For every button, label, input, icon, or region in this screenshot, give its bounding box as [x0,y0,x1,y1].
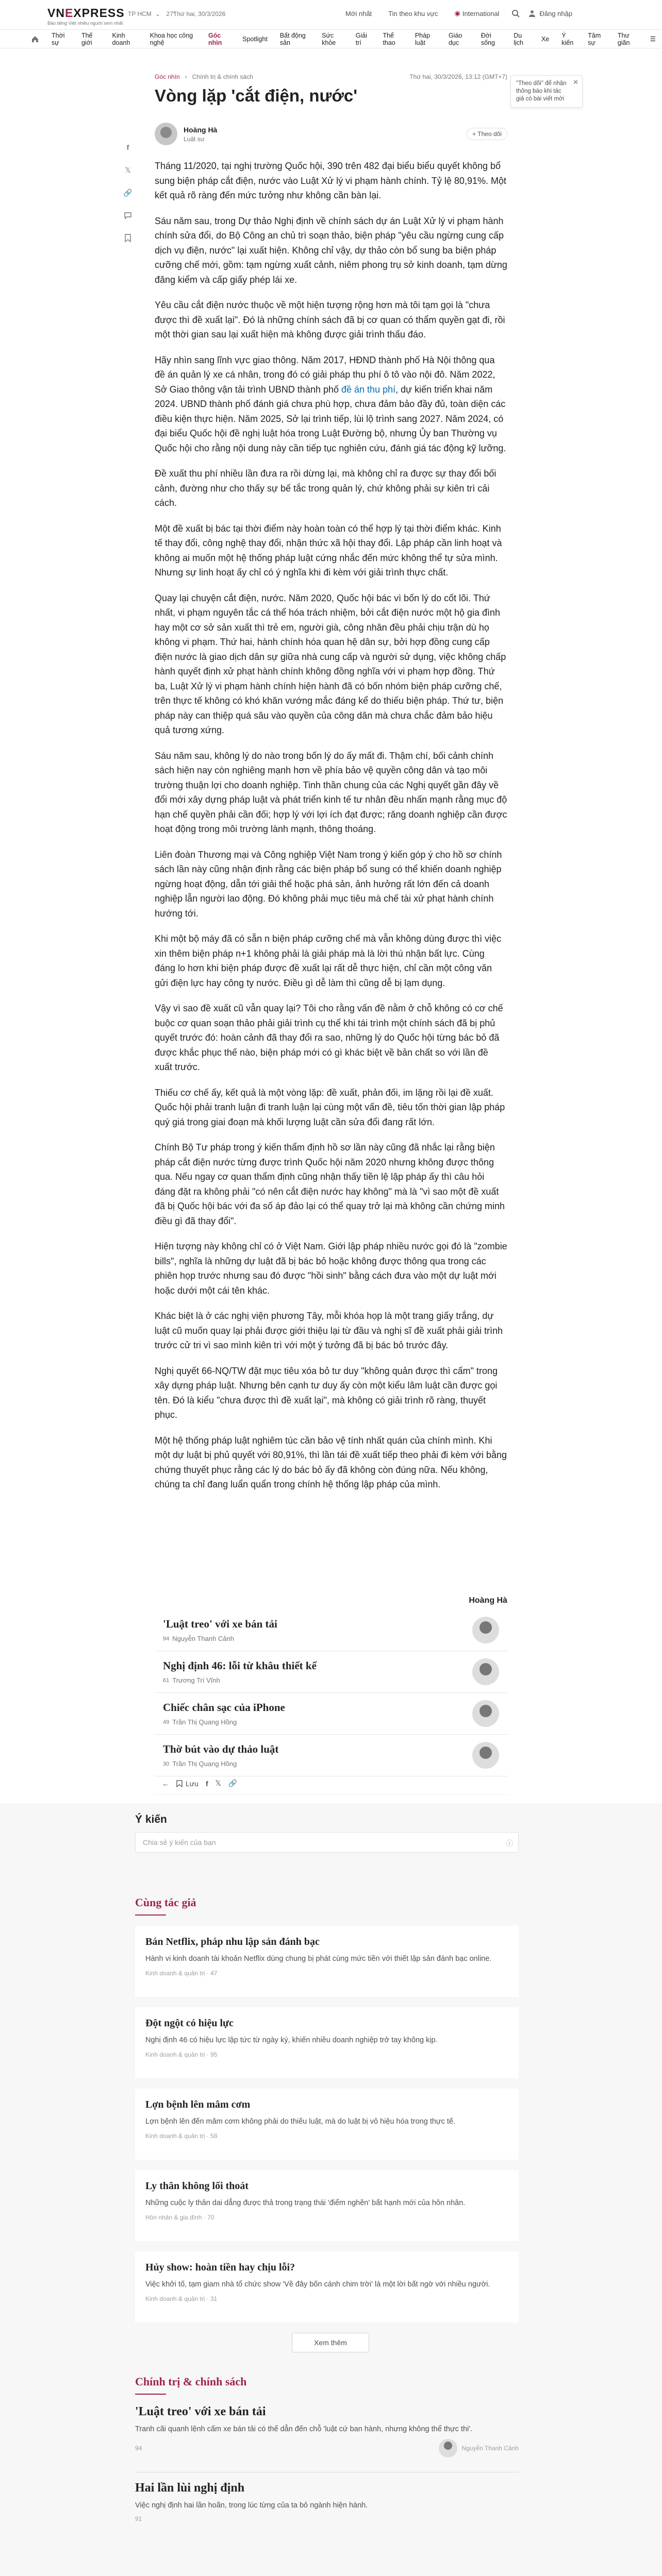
card-title[interactable]: Đột ngột có hiệu lực [145,2018,234,2029]
article-title: Vòng lặp 'cắt điện, nước' [155,86,358,105]
nav-item-12[interactable]: Đời sống [481,31,495,46]
menu-icon[interactable]: ☰ [650,36,656,43]
latest-link[interactable]: Mới nhất [345,9,372,18]
paragraph: Hãy nhìn sang lĩnh vực giao thông. Năm 2017, HĐND thành phố Hà Nội thông qua đề án quản lý xe cá nhân, trong đó có giải pháp thu phí ô tô vào nội đô. Năm 2022, Sở Giao thông vận tải trình UBND thành phố đề án thu phí, dự kiến triển khai năm 2024. UBND thành phố đánh giá chưa phù hợp, chưa đảm bảo đầy đủ, toàn diện các điều kiện thực hiện. Năm 2025, Sở lại trình tiếp, lùi lộ trình sang 2027. Năm 2024, có đại biểu Quốc hội đề nghị luật hóa trong Luật Đường bộ, nhưng Ủy ban Thường vụ Quốc hội cho rằng nội dung này cần tiếp tục nghiên cứu, đánh giá tác động kỹ lưỡng. [155,354,506,453]
card-desc: Lợn bệnh lên đến mâm cơm không phải do thiếu luật, mà do luật bị vô hiệu hóa trong thực tế. [145,2117,456,2126]
card-meta: Kinh doanh & quản trị · 58 [145,2132,218,2140]
breadcrumb [155,73,507,80]
user-icon [528,9,536,18]
related-title[interactable]: Nghị định 46: lỗi từ khâu thiết kế [163,1659,317,1672]
card-desc: Nghị định 46 có hiệu lực lập tức từ ngày ký, khiến nhiều doanh nghiệp trở tay không kịp. [145,2036,438,2044]
related-articles [155,1609,507,1776]
search-icon[interactable] [511,9,520,18]
section-underline [135,1914,166,1916]
card-title[interactable]: Bán Netflix, pháp nhu lập sản đánh bạc [145,1936,320,1947]
comment-icon[interactable] [120,207,136,224]
card-desc: Việc khởi tố, tạm giam nhà tổ chức show 'Về đây bốn cánh chim trời' là một lời bất ngờ với nhiều người. [145,2280,490,2289]
see-more-button[interactable]: Xem thêm [292,2333,369,2352]
weather-widget[interactable]: TP HCM ⌄ 27° [128,10,176,18]
author-name[interactable]: Hoàng Hà [184,125,218,134]
list-item[interactable] [155,1651,507,1693]
list-item[interactable] [135,2170,519,2241]
list-item[interactable] [155,1609,507,1651]
region-link[interactable]: Tin theo khu vực [388,9,438,18]
globe-icon: ◉ [454,9,460,17]
home-icon[interactable] [25,30,45,48]
paragraph: Tháng 11/2020, tại nghị trường Quốc hội, 390 trên 482 đại biểu biểu quyết không bổ sung biện pháp cắt điện, nước vào Luật Xử lý vi phạm hành chính. Tỷ lệ 80,91%. Một kết quả rõ ràng đến mức tưởng như không cần bàn lại. [155,161,506,200]
paragraph: Quay lại chuyện cắt điện, nước. Năm 2020, Quốc hội bác vì bốn lý do cốt lõi. Thứ nhất, vi phạm nguyên tắc cá thể hóa trách nhiệm, bởi cắt điện nước một hộ gia đình hay một cơ sở sản xuất thì trẻ em, người già, công nhân đều phải chịu trận dù họ không vi phạm. Thứ hai, hành chính hóa quan hệ dân sự, bởi hợp đồng cung cấp điện nước là giao dịch dân sự giữa nhà cung cấp và người sử dụng, việc không chấp hành quyết định xử phạt hành chính không đồng nghĩa với vi phạm hợp đồng. Thứ ba, Luật Xử lý vi phạm hành chính hiện hành đã có bốn nhóm biện pháp cưỡng chế, trên thực tế không có khó khăn vướng mắc đáng kể do thiếu biện pháp. Thứ tư, biện pháp này can thiệp quá sâu vào quyền của công dân mà chưa chắc đảm bảo hiệu quả tương xứng. [155,592,506,735]
nav-item-5[interactable]: Spotlight [242,35,268,43]
nav-item-4[interactable]: Góc nhìn [208,31,222,46]
card-title[interactable]: 'Luật treo' với xe bán tải [135,2405,266,2418]
paragraph: Khi một bộ máy đã có sẵn n biện pháp cưỡng chế mà vẫn không dùng được thì việc xin thêm biện pháp n+1 không phải là giải pháp mà là lời thú nhận bất lực. Cùng đáng lo hơn khi biện pháp được đề xuất lại rất dễ thực hiện, chỉ cần một công văn gửi điện lực hay công ty nước. Điều gì dễ làm thì cũng dễ bị lạm dụng. [155,934,502,988]
twitter-icon[interactable]: 𝕏 [215,1779,221,1787]
paragraph: Khác biệt là ở các nghị viện phương Tây, mỗi khóa họp là một trang giấy trắng, dự luật cũ muốn quay lại phải được giới thiệu lại từ đầu và nghị sĩ đề xuất phải giải trình trước cử tri vì sao mình kiên trì với một ý tưởng đã bị bác bỏ trước đây. [155,1311,503,1350]
list-item[interactable] [155,1693,507,1735]
same-author-title[interactable]: Cùng tác giả [135,1896,196,1909]
author-photo [472,1658,499,1685]
paragraph: Sáu năm sau, không lý do nào trong bốn lý do ấy mất đi. Thậm chí, bối cảnh chính sách hiện nay còn nghiêng mạnh hơn về phía bảo vệ quyền công dân và tạo môi trường thuận lợi cho doanh nghiệp. Tinh thần chung của các Nghị quyết gần đây về đổi mới xây dựng pháp luật và phát triển kinh tế tư nhân đều nhấn mạnh rằng mục độ hạn chế quyền phải cần đối; hợp lý với lợi ích đạt được; răng doanh nghiệp cần được hoạt động trong môi trường lành mạnh, thông thoáng. [155,750,507,834]
link-icon[interactable]: 🔗 [123,188,133,197]
paragraph: Yêu cầu cắt điện nước thuộc về một hiện tượng rộng hơn mà tôi tạm gọi là "chưa được thì đề xuất lại". Đó là những chính sách đã bị cơ quan có thẩm quyền gạt đi, rồi một thời gian sau lại xuất hiện mà không được giải trình thấu đáo. [155,300,505,340]
card-desc: Việc nghị định hai lần hoãn, trong lúc từng của ta bỏ ngành hiện hành. [135,2501,368,2510]
list-item[interactable] [155,1735,507,1776]
card-meta: Kinh doanh & quản trị · 31 [145,2295,218,2302]
card-meta: Kinh doanh & quản trị · 95 [145,2051,218,2058]
share-rail [120,139,140,252]
paragraph: Vậy vì sao đề xuất cũ vẫn quay lại? Tôi cho rằng vấn đề nằm ở chỗ không có cơ chế buộc cơ quan soạn thảo phải giải trình cụ thể khi tái trình một chính sách đã bị phủ quyết trước đó: hoàn cảnh đã thay đổi ra sao, những lý do Quốc hội từng bác bỏ đã được khắc phục thế nào, biện pháp mới có gì khác biệt về bản chất so với lần đề xuất trước. [155,1003,503,1072]
comment-count: 94 [163,1635,170,1642]
nav-item-14[interactable]: Xe [541,35,550,43]
card-desc: Những cuộc ly thân dai dẳng được thả trong trạng thái 'điểm nghẽn' bất hạnh mới của hôn nhân. [145,2199,466,2207]
card-meta: Kinh doanh & quản trị · 47 [145,1970,218,1977]
header-date: Thứ hai, 30/3/2026 [173,10,226,18]
list-item[interactable] [135,2251,519,2323]
site-logo[interactable]: VNEXPRESS Báo tiếng Việt nhiều người xem nhất [47,6,125,26]
nav-item-7[interactable]: Sức khỏe [322,31,336,46]
nav-item-13[interactable]: Du lịch [514,31,523,46]
paragraph: Chính Bộ Tư pháp trong ý kiến thẩm định hồ sơ lần này cũng đã nhắc lại rằng biện pháp cắt điện nước từng được trình Quốc hội năm 2020 nhưng không được thông qua. Nếu ngay cơ quan thẩm định cũng nhận thấy tiền lệ lập pháp ấy thì câu hỏi đáng đặt ra không phải "có nên cắt điện nước hay không" mà là "vì sao một đề xuất đã bị Quốc hội bác với đa số áp đảo lại có thể quay trở lại mà không cần chứng minh điều gì đã thay đổi". [155,1142,505,1226]
facebook-icon[interactable]: f [126,143,129,151]
bookmark-icon[interactable] [120,230,136,246]
article-body [155,159,507,1503]
login-button[interactable]: Đăng nhập [528,9,572,18]
related-author: Trần Thị Quang Hồng [172,1760,237,1768]
comment-count: 91 [135,2515,142,2522]
follow-tooltip [510,75,583,108]
list-item[interactable] [135,2481,519,2522]
info-icon[interactable]: ⓘ [506,1839,513,1848]
main-nav [0,30,662,48]
inline-link[interactable]: đề án thu phí [341,384,396,395]
related-title[interactable]: 'Luật treo' với xe bán tải [163,1618,277,1630]
author-photo [472,1742,499,1769]
list-item[interactable] [135,2405,519,2458]
close-icon[interactable]: ✕ [573,78,578,86]
list-item[interactable] [135,1926,519,1997]
paragraph: Sáu năm sau, trong Dự thảo Nghị định về chính sách dự án Luật Xử lý vi phạm hành chính sửa đổi, do Bộ Công an chủ trì soạn thảo, biện pháp "yêu cầu ngừng cung cấp dịch vụ điện, nước" lại xuất hiện. Không chỉ vậy, dự thảo còn bổ sung ba biện pháp cưỡng chế mới, gồm: tạm ngừng xuất cảnh, niêm phong trụ sở kinh doanh, tạm dừng đăng kiểm và cấp giấy phép lái xe. [155,215,507,285]
author-photo [472,1617,499,1643]
comment-placeholder: Chia sẻ ý kiến của bạn [143,1838,216,1846]
card-desc: Hành vi kinh doanh tài khoản Netflix dùng chung bị phát cùng mức tiền với thiết lập sản đánh bạc online. [145,1955,492,1963]
author-photo [472,1700,499,1727]
article-actions [155,1772,507,1795]
logo-tagline: Báo tiếng Việt nhiều người xem nhất [47,21,123,26]
list-item[interactable] [135,2089,519,2160]
paragraph: Một đề xuất bị bác tại thời điểm này hoàn toàn có thể hợp lý tại thời điểm khác. Kinh tế thay đổi, công nghệ thay đổi, nhận thức xã hội thay đổi. Lập pháp cần linh hoạt và không ai muốn một hệ thống pháp luật cứng nhắc đến mức không thể tự sửa mình. Nhưng sự linh hoạt ấy chỉ có ý nghĩa khi đi kèm với giải trình thực chất. [155,523,502,578]
top-header [0,0,662,30]
comments-title: Ý kiến [135,1814,167,1825]
related-title[interactable]: Chiếc chân sạc của iPhone [163,1701,285,1714]
author-role: Luật sư [184,135,205,143]
related-author: Nguyễn Thanh Cảnh [172,1635,234,1642]
card-title[interactable]: Lợn bệnh lên mâm cơm [145,2099,251,2110]
breadcrumb-separator: › [185,73,187,80]
related-author: Trần Thị Quang Hồng [172,1718,237,1726]
avatar[interactable] [155,123,177,145]
nav-item-8[interactable]: Giải trí [355,31,368,46]
paragraph: Liên đoàn Thương mại và Công nghiệp Việt Nam trong ý kiến góp ý cho hồ sơ chính sách lần này cũng nhận định rằng các biện pháp bổ sung có thể khiến doanh nghiệp ngừng hoạt động, dẫn tới giải thể hoặc phá sản, ảnh hưởng rất lớn đến cả doanh nghiệp lẫn người lao động. Đó không phải mục tiêu mà chế tài xử phạt hành chính hướng tới. [155,849,502,919]
section-underline [135,2394,166,2395]
back-arrow-icon[interactable]: ← [162,1779,169,1788]
card-meta: Hôn nhân & gia đình · 70 [145,2214,214,2221]
nav-item-10[interactable]: Pháp luật [415,31,431,46]
card-author[interactable]: Nguyễn Thanh Cảnh [461,2445,519,2452]
nav-item-2[interactable]: Kinh doanh [112,31,130,46]
paragraph: Hiện tượng này không chỉ có ở Việt Nam. Giới lập pháp nhiều nước gọi đó là "zombie bills", nghĩa là những dự luật đã bị bác bỏ hoặc không được thông qua trong các phiên họp trước nhưng sau đó được "hồi sinh" bằng cách đưa vào một dự luật mới hoặc dưới một cái tên khác. [155,1241,507,1296]
list-item[interactable] [135,2007,519,2078]
related-title[interactable]: Thờ bút vào dự thảo luật [163,1743,279,1755]
save-button[interactable]: Lưu [176,1780,198,1788]
nav-item-0[interactable]: Thời sự [52,31,65,46]
follow-tooltip-text: "Theo dõi" để nhận thông báo khi tác giả có bài viết mới [516,80,567,102]
comment-count: 49 [163,1719,170,1725]
nav-item-6[interactable]: Bất động sản [279,31,306,46]
paragraph: Thiếu cơ chế ấy, kết quả là một vòng lặp: đề xuất, phản đối, im lặng rồi lại đề xuất. Quốc hội phải tranh luận đi tranh luận lại cùng một vấn đề, tiêu tốn thời gian lập pháp quý giá trong giai đoạn mà khối lượng luật cần sửa đổi đang rất lớn. [155,1087,505,1127]
comment-count: 94 [135,2445,142,2452]
author-box [155,120,507,148]
article-datetime: Thứ hai, 30/3/2026, 13:12 (GMT+7) [409,73,507,80]
facebook-icon[interactable]: f [205,1779,208,1788]
card-desc: Tranh cãi quanh lệnh cấm xe bán tải có thể dẫn đến chỗ 'luật cứ ban hành, nhưng không thể thực thi'. [135,2425,473,2433]
nav-item-3[interactable]: Khoa học công nghệ [150,31,193,46]
policy-section-title[interactable]: Chính trị & chính sách [135,2375,247,2388]
card-title[interactable]: Hủy show: hoàn tiền hay chịu lỗi? [145,2262,295,2273]
paragraph: Nghị quyết 66-NQ/TW đặt mục tiêu xóa bỏ tư duy "không quản được thì cấm" trong xây dựng pháp luật. Nhưng bên cạnh tư duy ấy còn một kiểu lâm luật cần được gọi tên. Đó là kiểu "chưa được thì đề xuất lại", mà không có giải trình rõ ràng, thuyết phục. [155,1365,498,1420]
comment-input[interactable] [135,1832,519,1853]
comment-count: 61 [163,1677,170,1684]
breadcrumb-category[interactable]: Góc nhìn [155,73,180,80]
twitter-icon[interactable]: 𝕏 [125,165,131,174]
breadcrumb-sub[interactable]: Chính trị & chính sách [192,73,253,80]
nav-item-16[interactable]: Tâm sự [588,31,601,46]
nav-item-17[interactable]: Thư giãn [617,31,630,46]
nav-item-11[interactable]: Giáo dục [448,31,462,46]
international-link[interactable]: ◉ International [454,9,500,18]
card-title[interactable]: Hai lần lùi nghị định [135,2481,245,2495]
paragraph: Một hệ thống pháp luật nghiêm túc cần bảo vệ tính nhất quán của chính mình. Khi một dự luật bị phủ quyết với 80,91%, thì lần tái đề xuất tiếp theo phải đi kèm với bằng chứng thuyết phục rằng các lý do bác bỏ ấy đã không còn đúng nữa. Nếu không, chúng ta chỉ đang luẩn quẩn trong chính hệ thống lập pháp của mình. [155,1435,507,1489]
follow-button[interactable]: + Theo dõi [467,128,507,140]
paragraph: Đề xuất thu phí nhiều lần đưa ra rồi dừng lại, mà không chỉ ra được sự thay đổi bối cảnh, đường như cho thấy sự bế tắc trong quản lý, chứ không phải sự kiên trì cải cách. [155,468,496,508]
card-title[interactable]: Ly thân không lối thoát [145,2180,249,2192]
related-author: Trương Trí Vĩnh [172,1676,220,1684]
nav-item-1[interactable]: Thế giới [81,31,93,46]
link-icon[interactable]: 🔗 [228,1779,238,1787]
comment-count: 30 [163,1760,170,1767]
nav-item-15[interactable]: Ý kiến [561,31,574,46]
author-photo [439,2439,457,2458]
article-signature: Hoàng Hà [469,1596,507,1605]
nav-item-9[interactable]: Thể thao [383,31,395,46]
